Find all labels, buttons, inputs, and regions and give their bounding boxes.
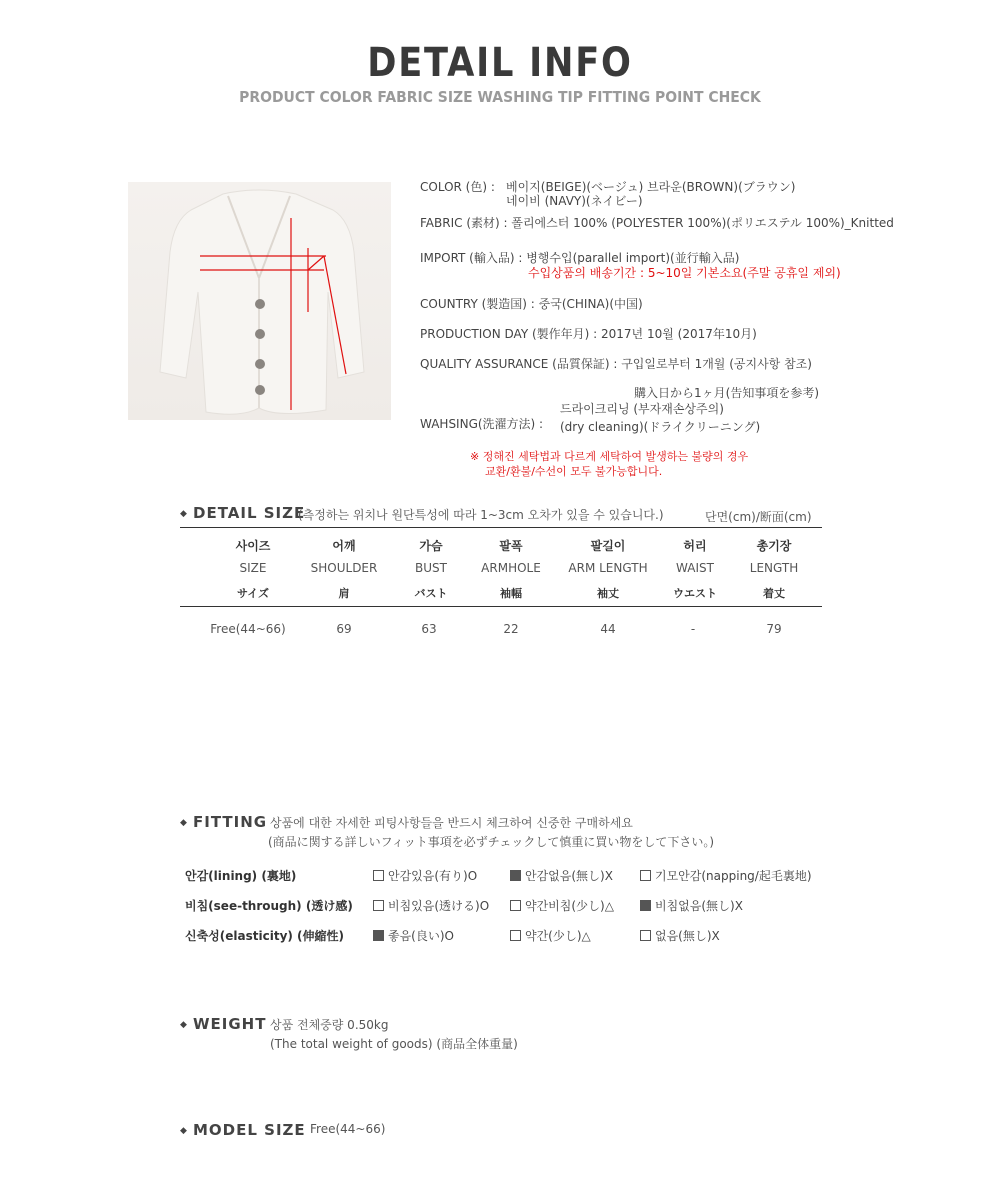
- country-info: COUNTRY (製造国) : 중국(CHINA)(中国): [420, 297, 643, 311]
- checkbox-icon: [640, 930, 651, 941]
- quality-assurance-info: QUALITY ASSURANCE (品質保証) : 구입일로부터 1개월 (공지사항 참조): [420, 357, 812, 371]
- checkbox-icon: [510, 900, 521, 911]
- table-cell: 44: [600, 622, 616, 636]
- col-header-en: ARMHOLE: [481, 561, 541, 575]
- page-subtitle: PRODUCT COLOR FABRIC SIZE WASHING TIP FITTING POINT CHECK: [239, 88, 761, 106]
- col-header-jp: バスト: [414, 587, 448, 600]
- col-header-jp: 着丈: [763, 587, 785, 600]
- fitting-note-2: (商品に関する詳しいフィット事項を必ずチェックして慎重に買い物をして下さい。): [268, 835, 715, 849]
- detail-size-note: (측정하는 위치나 원단특성에 따라 1~3cm 오차가 있을 수 있습니다.): [298, 508, 664, 522]
- col-header-ko: 팔길이: [590, 539, 626, 553]
- fitting-option: 기모안감(napping/起毛裏地): [640, 867, 812, 884]
- diamond-bullet-icon: ◆: [180, 1126, 187, 1136]
- weight-value: 상품 전체중량 0.50kg: [270, 1018, 389, 1032]
- weight-description: (The total weight of goods) (商品全体重量): [270, 1037, 518, 1051]
- fitting-option: 좋음(良い)O: [373, 927, 454, 944]
- diamond-bullet-icon: ◆: [180, 818, 187, 828]
- detail-size-heading: DETAIL SIZE: [193, 504, 306, 522]
- col-header-jp: 袖丈: [597, 587, 619, 600]
- col-header-en: SIZE: [239, 561, 267, 575]
- fitting-option: 비침있음(透ける)O: [373, 897, 489, 914]
- import-info: IMPORT (輸入品) : 병행수입(parallel import)(並行輸入品): [420, 251, 740, 265]
- product-photo: [128, 182, 391, 420]
- col-header-ko: 총기장: [756, 539, 792, 553]
- quality-assurance-jp: 購入日から1ヶ月(告知事項を参考): [634, 386, 819, 400]
- fitting-note-1: 상품에 대한 자세한 피팅사항들을 반드시 체크하여 신중한 구매하세요: [270, 816, 633, 830]
- table-cell: 79: [766, 622, 782, 636]
- fitting-label: 신축성(elasticity) (伸縮性): [185, 929, 345, 943]
- col-header-en: SHOULDER: [310, 561, 378, 575]
- detail-size-unit: 단면(cm)/断面(cm): [705, 510, 812, 524]
- table-cell: -: [690, 622, 696, 636]
- checkbox-checked-icon: [373, 930, 384, 941]
- model-size-value: Free(44~66): [310, 1122, 386, 1136]
- col-header-jp: 袖幅: [500, 587, 522, 600]
- checkbox-icon: [640, 870, 651, 881]
- fitting-label: 비침(see-through) (透け感): [185, 899, 353, 913]
- color-value-2: 네이비 (NAVY)(ネイビー): [506, 194, 643, 208]
- size-table-header-rule: [180, 606, 822, 607]
- col-header-ko: 가슴: [419, 539, 443, 553]
- washing-label: WAHSING(洗濯方法) :: [420, 417, 544, 431]
- page-title: DETAIL INFO: [367, 40, 633, 86]
- production-day-info: PRODUCTION DAY (製作年月) : 2017년 10월 (2017年10月): [420, 327, 757, 341]
- fitting-option: 안감없음(無し)X: [510, 867, 613, 884]
- col-header-ko: 사이즈: [235, 539, 271, 553]
- fitting-label: 안감(lining) (裏地): [185, 869, 297, 883]
- col-header-jp: 肩: [338, 587, 350, 600]
- cardigan-illustration: [128, 182, 391, 420]
- fitting-option: 안감있음(有り)O: [373, 867, 477, 884]
- fitting-option: 약간(少し)△: [510, 927, 591, 944]
- warning-note-2: 교환/환불/수선이 모두 불가능합니다.: [485, 465, 663, 478]
- checkbox-icon: [510, 930, 521, 941]
- weight-heading: WEIGHT: [193, 1015, 267, 1033]
- diamond-bullet-icon: ◆: [180, 1020, 187, 1030]
- col-header-en: ARM LENGTH: [568, 561, 648, 575]
- checkbox-checked-icon: [510, 870, 521, 881]
- col-header-en: WAIST: [676, 561, 714, 575]
- washing-value-2: (dry cleaning)(ドライクリーニング): [560, 420, 761, 434]
- table-cell: Free(44~66): [210, 622, 286, 636]
- fitting-option: 비침없음(無し)X: [640, 897, 743, 914]
- col-header-en: BUST: [415, 561, 447, 575]
- checkbox-icon: [373, 900, 384, 911]
- fitting-option: 약간비침(少し)△: [510, 897, 614, 914]
- table-cell: 63: [421, 622, 437, 636]
- fitting-option: 없음(無し)X: [640, 927, 720, 944]
- color-label: COLOR (色) :: [420, 180, 495, 194]
- col-header-jp: サイズ: [236, 587, 270, 600]
- fitting-heading: FITTING: [193, 813, 268, 831]
- col-header-ko: 팔폭: [499, 539, 523, 553]
- col-header-ko: 어깨: [332, 539, 356, 553]
- col-header-jp: ウエスト: [673, 587, 717, 600]
- color-value-1: 베이지(BEIGE)(ベージュ) 브라운(BROWN)(ブラウン): [506, 180, 796, 194]
- model-size-heading: MODEL SIZE: [193, 1121, 306, 1139]
- checkbox-checked-icon: [640, 900, 651, 911]
- import-delivery-note: 수입상품의 배송기간 : 5~10일 기본소요(주말 공휴일 제외): [528, 266, 841, 280]
- checkbox-icon: [373, 870, 384, 881]
- col-header-en: LENGTH: [749, 561, 799, 575]
- size-table-top-rule: [180, 527, 822, 528]
- table-cell: 22: [503, 622, 519, 636]
- warning-note-1: ※ 정해진 세탁법과 다르게 세탁하여 발생하는 불량의 경우: [470, 450, 749, 463]
- washing-value-1: 드라이크리닝 (부자재손상주의): [560, 402, 724, 416]
- table-cell: 69: [336, 622, 352, 636]
- fabric-info: FABRIC (素材) : 폴리에스터 100% (POLYESTER 100%)(ポリエステル 100%)_Knitted: [420, 216, 894, 230]
- diamond-bullet-icon: ◆: [180, 509, 187, 519]
- col-header-ko: 허리: [683, 539, 707, 553]
